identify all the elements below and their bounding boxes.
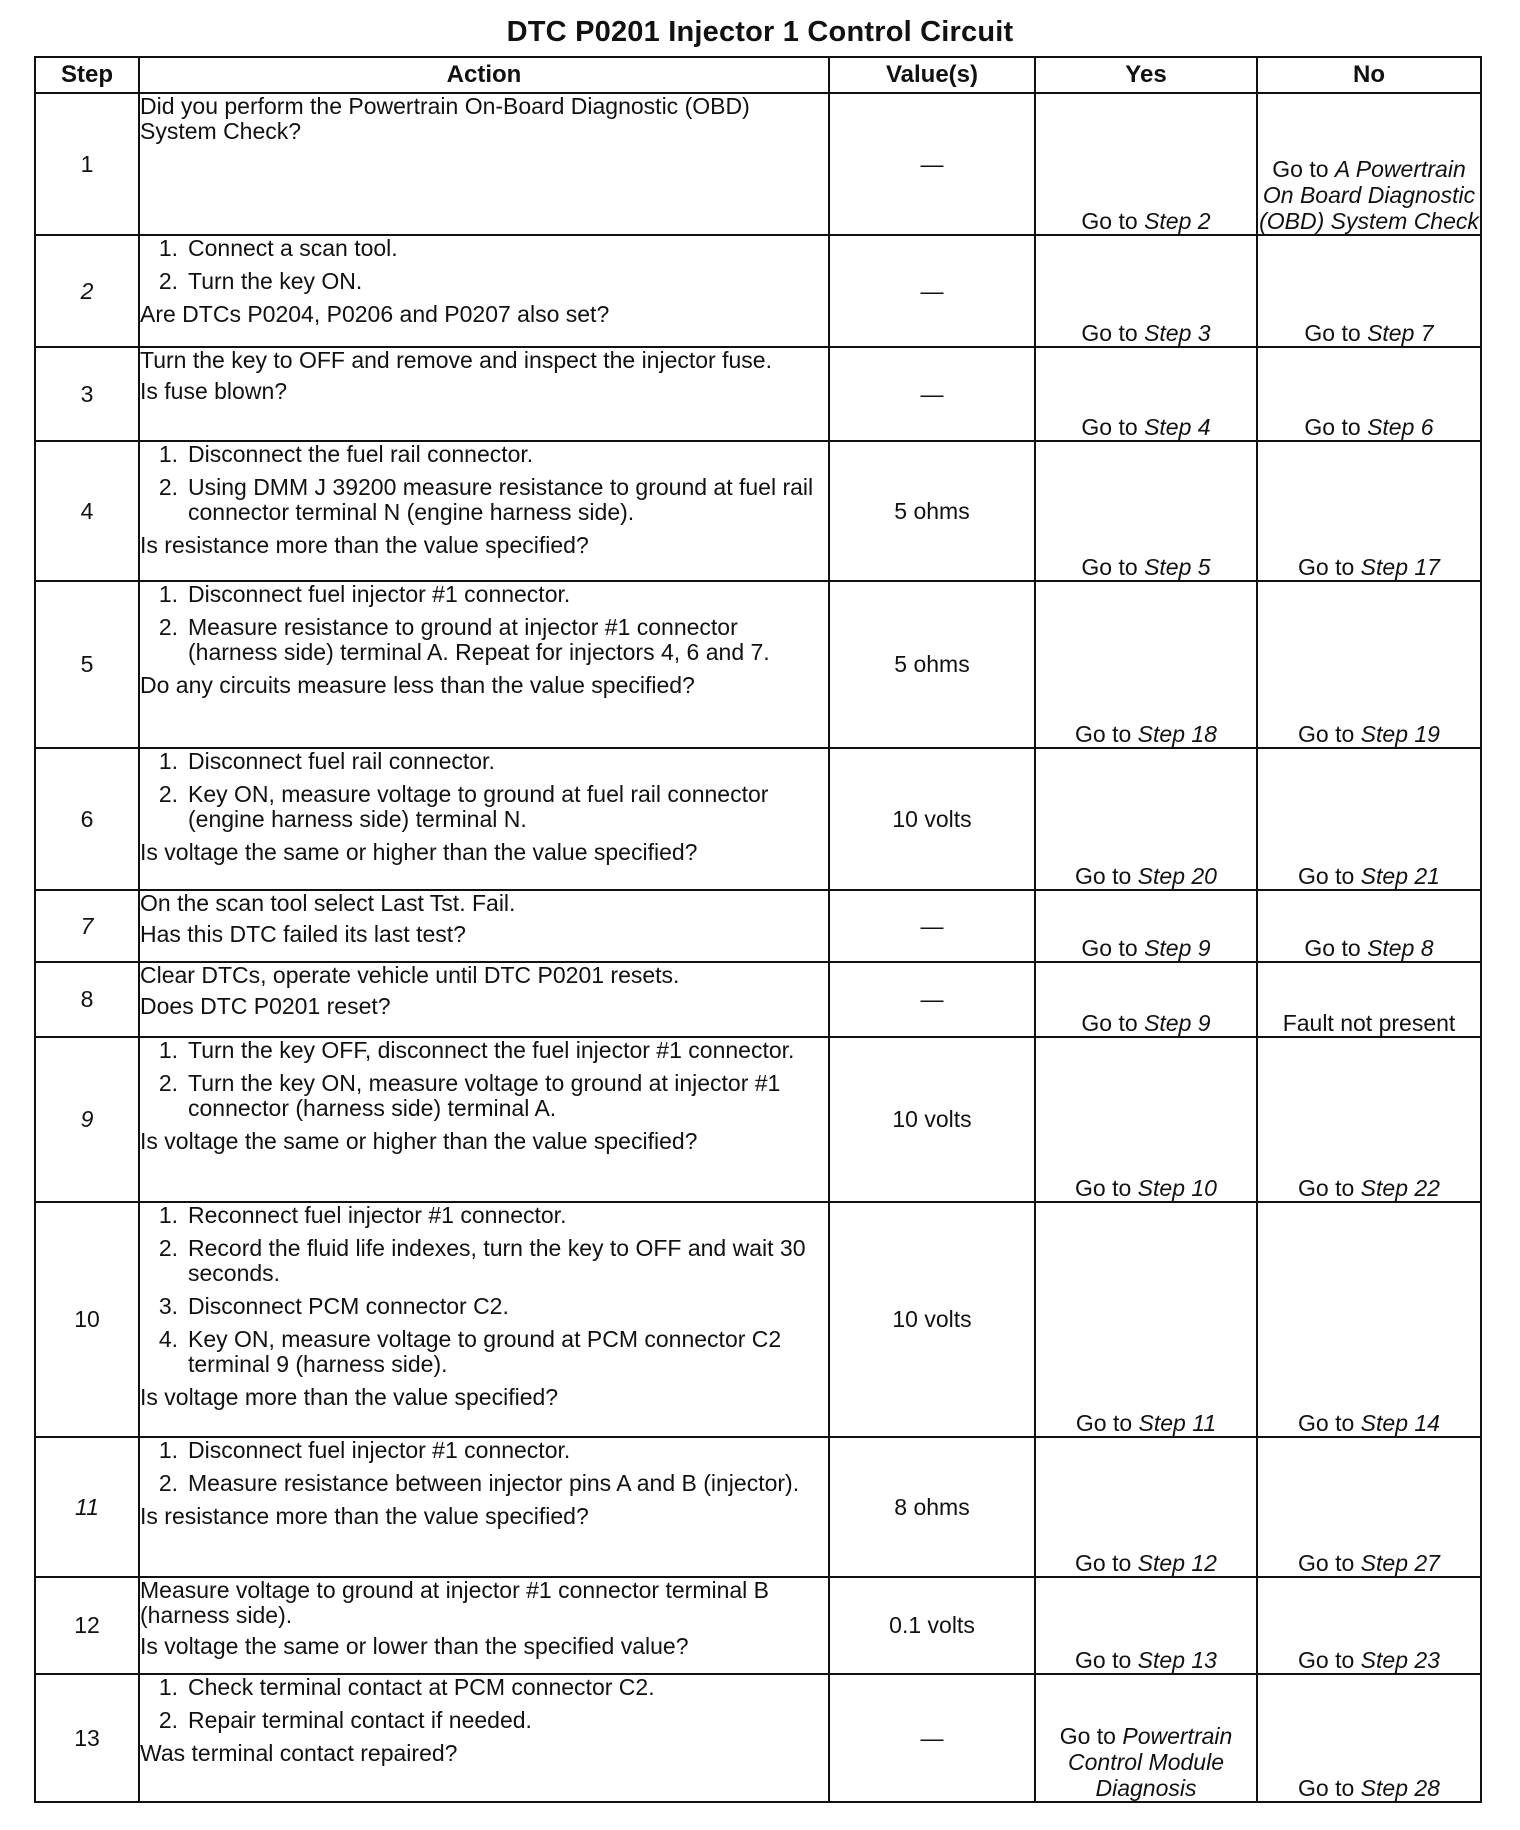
- list-item-text: Disconnect the fuel rail connector.: [188, 441, 534, 467]
- action-intro: On the scan tool select Last Tst. Fail.: [140, 890, 516, 916]
- no-target-link: Step 21: [1360, 863, 1440, 889]
- table-row: [35, 1037, 1481, 1202]
- yes-prefix: Go to: [1075, 1175, 1138, 1201]
- action-list-item: [140, 442, 828, 467]
- list-item-number: 1.: [158, 235, 178, 261]
- yes-prefix: Go to: [1081, 208, 1145, 234]
- action-cell: [139, 1674, 829, 1802]
- no-cell: [1257, 1437, 1481, 1577]
- yes-cell: [1035, 1437, 1257, 1577]
- no-cell: [1257, 347, 1481, 441]
- list-item-text: Turn the key OFF, disconnect the fuel injector #1 connector.: [188, 1037, 795, 1063]
- action-list-item: [140, 615, 828, 665]
- list-item-number: 2.: [158, 1707, 178, 1733]
- yes-cell: [1035, 581, 1257, 748]
- yes-cell: [1035, 235, 1257, 347]
- no-prefix: Go to: [1298, 721, 1361, 747]
- action-list-item: [140, 1471, 828, 1496]
- list-item-number: 1.: [158, 1437, 178, 1463]
- action-list-item: [140, 236, 828, 261]
- no-target-link: Step 27: [1360, 1550, 1440, 1576]
- no-cell: [1257, 441, 1481, 581]
- step-number: 2: [35, 235, 139, 347]
- action-list-item: [140, 1038, 828, 1063]
- list-item-number: 2.: [158, 614, 178, 640]
- yes-cell: [1035, 1037, 1257, 1202]
- action-cell: [139, 962, 829, 1037]
- no-cell: [1257, 1037, 1481, 1202]
- list-item-text: Repair terminal contact if needed.: [188, 1707, 532, 1733]
- list-item-number: 1.: [158, 1202, 178, 1228]
- action-list-item: [140, 1203, 828, 1228]
- value-cell: —: [829, 93, 1035, 235]
- no-cell: [1257, 1674, 1481, 1802]
- list-item-number: 2.: [158, 781, 178, 807]
- yes-target-link: Step 18: [1137, 721, 1217, 747]
- yes-target-link: Powertrain Control Module Diagnosis: [1068, 1723, 1233, 1801]
- action-list-item: [140, 1327, 828, 1377]
- value-cell: 10 volts: [829, 748, 1035, 890]
- list-item-number: 2.: [158, 1470, 178, 1496]
- list-item-number: 1.: [158, 1674, 178, 1700]
- list-item-number: 1.: [158, 748, 178, 774]
- yes-prefix: Go to: [1075, 1550, 1138, 1576]
- step-number: 8: [35, 962, 139, 1037]
- action-intro: Did you perform the Powertrain On-Board Diagnostic (OBD) System Check?: [140, 93, 750, 144]
- value-cell: —: [829, 962, 1035, 1037]
- step-number: 4: [35, 441, 139, 581]
- list-item-number: 2.: [158, 474, 178, 500]
- no-cell: [1257, 748, 1481, 890]
- no-prefix: Go to: [1272, 156, 1335, 182]
- yes-cell: [1035, 1202, 1257, 1437]
- action-cell: [139, 1437, 829, 1577]
- step-number: 9: [35, 1037, 139, 1202]
- step-number: 1: [35, 93, 139, 235]
- no-prefix: Go to: [1298, 554, 1361, 580]
- yes-target-link: Step 12: [1137, 1550, 1217, 1576]
- action-question: Do any circuits measure less than the value specified?: [140, 672, 695, 698]
- no-cell: [1257, 581, 1481, 748]
- yes-cell: [1035, 347, 1257, 441]
- step-number: 10: [35, 1202, 139, 1437]
- value-cell: 10 volts: [829, 1037, 1035, 1202]
- no-prefix: Go to: [1304, 320, 1368, 346]
- yes-prefix: Go to: [1081, 935, 1145, 961]
- list-item-number: 2.: [158, 268, 178, 294]
- yes-cell: [1035, 962, 1257, 1037]
- table-row: [35, 890, 1481, 962]
- yes-prefix: Go to: [1081, 414, 1145, 440]
- value-cell: 10 volts: [829, 1202, 1035, 1437]
- action-cell: [139, 235, 829, 347]
- step-number: 11: [35, 1437, 139, 1577]
- no-target-link: Step 19: [1360, 721, 1440, 747]
- value-cell: —: [829, 1674, 1035, 1802]
- action-list-item: [140, 1708, 828, 1733]
- no-target-link: Step 17: [1360, 554, 1440, 580]
- no-target-link: Step 7: [1367, 320, 1434, 346]
- action-question: Is resistance more than the value specified?: [140, 532, 589, 558]
- action-cell: [139, 93, 829, 235]
- yes-cell: [1035, 1674, 1257, 1802]
- table-row: [35, 1577, 1481, 1674]
- yes-target-link: Step 13: [1137, 1647, 1217, 1673]
- step-number: 3: [35, 347, 139, 441]
- yes-target-link: Step 10: [1137, 1175, 1217, 1201]
- action-cell: [139, 748, 829, 890]
- action-list-item: [140, 475, 828, 525]
- list-item-number: 4.: [158, 1326, 178, 1352]
- action-question: Does DTC P0201 reset?: [140, 993, 391, 1019]
- table-row: [35, 347, 1481, 441]
- list-item-text: Disconnect fuel injector #1 connector.: [188, 581, 571, 607]
- action-list-item: [140, 1071, 828, 1121]
- yes-cell: [1035, 890, 1257, 962]
- value-cell: 8 ohms: [829, 1437, 1035, 1577]
- yes-prefix: Go to: [1075, 721, 1138, 747]
- no-target-link: Step 14: [1360, 1410, 1440, 1436]
- action-intro: Turn the key to OFF and remove and inspect the injector fuse.: [140, 347, 772, 373]
- step-number: 6: [35, 748, 139, 890]
- value-cell: —: [829, 347, 1035, 441]
- value-cell: —: [829, 235, 1035, 347]
- page-title: DTC P0201 Injector 1 Control Circuit: [506, 16, 1014, 48]
- value-cell: —: [829, 890, 1035, 962]
- yes-target-link: Step 5: [1144, 554, 1211, 580]
- list-item-number: 1.: [158, 1037, 178, 1063]
- list-item-text: Key ON, measure voltage to ground at PCM connector C2 terminal 9 (harness side).: [188, 1326, 782, 1377]
- action-question: Is voltage the same or lower than the specified value?: [140, 1633, 689, 1659]
- header-value: Value(s): [829, 57, 1035, 93]
- value-cell: 5 ohms: [829, 441, 1035, 581]
- no-cell: [1257, 1202, 1481, 1437]
- action-cell: [139, 441, 829, 581]
- step-number: 5: [35, 581, 139, 748]
- action-cell: [139, 1577, 829, 1674]
- yes-cell: [1035, 748, 1257, 890]
- no-prefix: Go to: [1298, 1550, 1361, 1576]
- action-list-item: [140, 1438, 828, 1463]
- list-item-text: Key ON, measure voltage to ground at fuel rail connector (engine harness side) terminal N.: [188, 781, 769, 832]
- header-row: [35, 57, 1481, 93]
- action-list-item: [140, 782, 828, 832]
- step-number: 13: [35, 1674, 139, 1802]
- diagnostic-table: [34, 56, 1482, 1803]
- no-target-link: A Powertrain On Board Diagnostic (OBD) System Check: [1259, 156, 1479, 234]
- list-item-text: Using DMM J 39200 measure resistance to ground at fuel rail connector terminal N (engine harness side).: [188, 474, 814, 525]
- yes-prefix: Go to: [1075, 1647, 1138, 1673]
- action-question: Is voltage the same or higher than the value specified?: [140, 1128, 698, 1154]
- no-prefix: Go to: [1304, 414, 1368, 440]
- table-row: [35, 1202, 1481, 1437]
- header-action: Action: [139, 57, 829, 93]
- step-number: 7: [35, 890, 139, 962]
- table-row: [35, 962, 1481, 1037]
- no-cell: [1257, 890, 1481, 962]
- list-item-number: 1.: [158, 441, 178, 467]
- step-number: 12: [35, 1577, 139, 1674]
- yes-target-link: Step 20: [1137, 863, 1217, 889]
- list-item-text: Turn the key ON, measure voltage to ground at injector #1 connector (harness side) terminal A.: [188, 1070, 781, 1121]
- no-cell: [1257, 235, 1481, 347]
- action-intro: Measure voltage to ground at injector #1 connector terminal B (harness side).: [140, 1577, 770, 1628]
- no-cell: [1257, 93, 1481, 235]
- header-no: No: [1257, 57, 1481, 93]
- no-prefix: Fault not present: [1282, 1010, 1456, 1036]
- action-list-item: [140, 749, 828, 774]
- action-question: Is voltage the same or higher than the value specified?: [140, 839, 698, 865]
- header-step: Step: [35, 57, 139, 93]
- no-prefix: Go to: [1298, 863, 1361, 889]
- yes-prefix: Go to: [1081, 320, 1145, 346]
- no-cell: [1257, 1577, 1481, 1674]
- table-row: [35, 1674, 1481, 1802]
- list-item-text: Disconnect PCM connector C2.: [188, 1293, 509, 1319]
- yes-prefix: Go to: [1075, 1410, 1139, 1436]
- action-cell: [139, 1202, 829, 1437]
- table-row: [35, 441, 1481, 581]
- list-item-number: 1.: [158, 581, 178, 607]
- yes-target-link: Step 4: [1144, 414, 1211, 440]
- action-question: Has this DTC failed its last test?: [140, 921, 466, 947]
- yes-target-link: Step 2: [1144, 208, 1211, 234]
- no-target-link: Step 6: [1367, 414, 1434, 440]
- no-prefix: Go to: [1298, 1775, 1361, 1801]
- no-prefix: Go to: [1298, 1647, 1361, 1673]
- yes-target-link: Step 9: [1144, 935, 1211, 961]
- header-yes: Yes: [1035, 57, 1257, 93]
- action-list-item: [140, 1675, 828, 1700]
- list-item-text: Connect a scan tool.: [188, 235, 398, 261]
- yes-cell: [1035, 441, 1257, 581]
- action-question: Is fuse blown?: [140, 378, 288, 404]
- no-target-link: Step 22: [1360, 1175, 1440, 1201]
- no-prefix: Go to: [1298, 1410, 1361, 1436]
- action-list-item: [140, 269, 828, 294]
- list-item-text: Disconnect fuel rail connector.: [188, 748, 495, 774]
- list-item-text: Reconnect fuel injector #1 connector.: [188, 1202, 567, 1228]
- action-list-item: [140, 1236, 828, 1286]
- action-cell: [139, 890, 829, 962]
- no-target-link: Step 23: [1360, 1647, 1440, 1673]
- list-item-number: 2.: [158, 1070, 178, 1096]
- list-item-text: Measure resistance to ground at injector #1 connector (harness side) terminal A. Repeat for injectors 4, 6 and 7.: [188, 614, 770, 665]
- yes-target-link: Step 11: [1138, 1410, 1217, 1436]
- action-question: Is resistance more than the value specified?: [140, 1503, 589, 1529]
- list-item-number: 3.: [158, 1293, 178, 1319]
- list-item-number: 2.: [158, 1235, 178, 1261]
- list-item-text: Disconnect fuel injector #1 connector.: [188, 1437, 571, 1463]
- no-prefix: Go to: [1304, 935, 1368, 961]
- yes-prefix: Go to: [1075, 863, 1138, 889]
- value-cell: 0.1 volts: [829, 1577, 1035, 1674]
- action-list-item: [140, 582, 828, 607]
- no-cell: [1257, 962, 1481, 1037]
- yes-cell: [1035, 93, 1257, 235]
- yes-cell: [1035, 1577, 1257, 1674]
- action-cell: [139, 581, 829, 748]
- list-item-text: Check terminal contact at PCM connector C2.: [188, 1674, 655, 1700]
- action-cell: [139, 347, 829, 441]
- no-prefix: Go to: [1298, 1175, 1361, 1201]
- action-list-item: [140, 1294, 828, 1319]
- no-target-link: Step 28: [1360, 1775, 1440, 1801]
- yes-target-link: Step 9: [1144, 1010, 1211, 1036]
- table-row: [35, 1437, 1481, 1577]
- action-question: Was terminal contact repaired?: [140, 1740, 458, 1766]
- yes-prefix: Go to: [1059, 1723, 1123, 1749]
- action-cell: [139, 1037, 829, 1202]
- yes-target-link: Step 3: [1144, 320, 1211, 346]
- yes-prefix: Go to: [1081, 1010, 1145, 1036]
- table-row: [35, 93, 1481, 235]
- no-target-link: Step 8: [1367, 935, 1434, 961]
- list-item-text: Turn the key ON.: [188, 268, 363, 294]
- action-question: Are DTCs P0204, P0206 and P0207 also set?: [140, 301, 610, 327]
- table-row: [35, 581, 1481, 748]
- action-question: Is voltage more than the value specified?: [140, 1384, 559, 1410]
- list-item-text: Measure resistance between injector pins A and B (injector).: [188, 1470, 800, 1496]
- action-intro: Clear DTCs, operate vehicle until DTC P0201 resets.: [140, 962, 680, 988]
- list-item-text: Record the fluid life indexes, turn the key to OFF and wait 30 seconds.: [188, 1235, 806, 1286]
- yes-prefix: Go to: [1081, 554, 1145, 580]
- table-row: [35, 235, 1481, 347]
- table-row: [35, 748, 1481, 890]
- value-cell: 5 ohms: [829, 581, 1035, 748]
